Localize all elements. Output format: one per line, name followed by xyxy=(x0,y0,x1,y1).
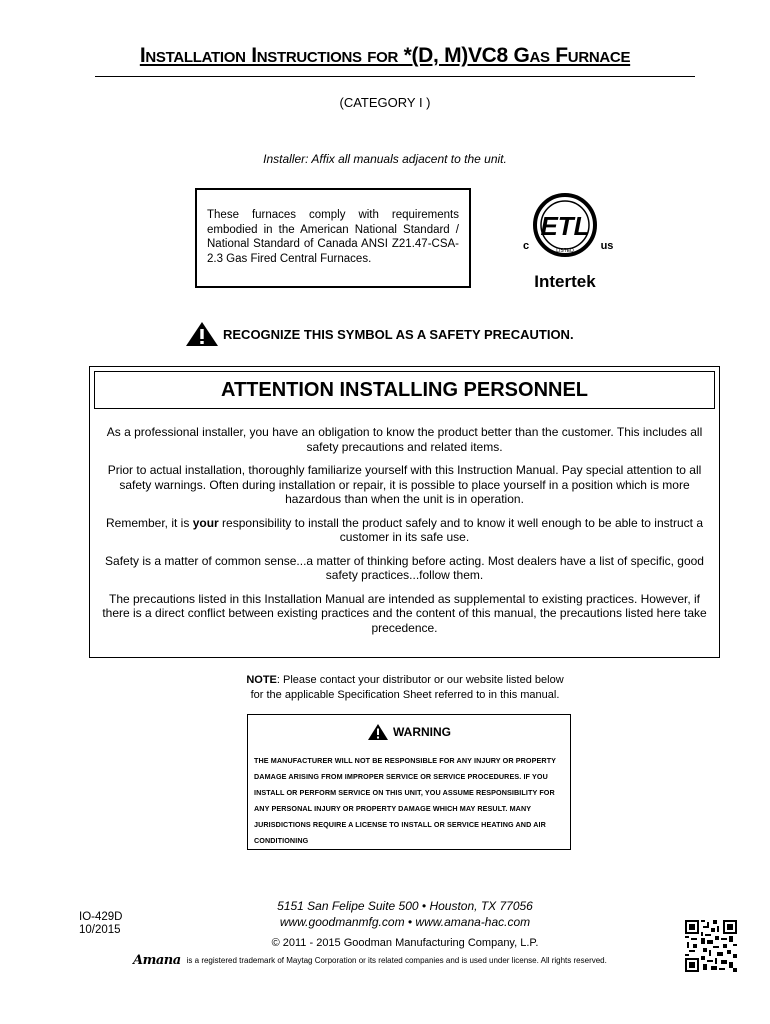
amana-logo: Amana xyxy=(133,953,181,968)
document-number: IO-429D xyxy=(79,911,123,923)
trademark-line xyxy=(133,953,607,968)
document-title: Installation Instructions for *(D, M)VC8 Gas Furnace xyxy=(139,44,631,67)
compliance-box xyxy=(195,188,471,288)
attention-paragraph-3: Remember, it is your responsibility to install the product safely and to know it well enough to be able to instruct a customer in its safe use. xyxy=(105,515,703,544)
etl-us-letters: us xyxy=(600,240,614,252)
compliance-text: These furnaces comply with requirements embodied in the American National Standard / National Standard of Canada ANSI Z21.47-CSA-2.3 Gas Fired Central Furnaces. xyxy=(207,209,459,265)
attention-box xyxy=(89,366,720,658)
attention-title: ATTENTION INSTALLING PERSONNEL xyxy=(94,371,715,409)
copyright-notice: © 2011 - 2015 Goodman Manufacturing Company, L.P. xyxy=(271,937,539,949)
qr-code-icon xyxy=(685,920,737,972)
etl-certification-mark xyxy=(515,183,615,293)
attention-paragraph-1: As a professional installer, you have an obligation to know the product better than the customer. This includes all safety precautions and related items. xyxy=(106,425,703,454)
warning-text: THE MANUFACTURER WILL NOT BE RESPONSIBLE FOR ANY INJURY OR PROPERTY DAMAGE ARISING FROM IMPROPER SERVICE OR SERVICE PROCEDURES. IF YOU INSTALL OR PERFORM SERVICE ON THIS UNIT, YOU ASSUME RESPONSIBILITY FOR ANY PERSONAL INJURY OR PROPERTY DAMAGE WHICH MAY RESULT. MANY JURISDICTIONS REQUIRE A LICENSE TO INSTALL OR SERVICE HEATING AND AIR CONDITIONING xyxy=(254,756,556,845)
warning-triangle-icon xyxy=(185,321,219,347)
company-address xyxy=(0,898,770,930)
attention-paragraph-5: The precautions listed in this Installation Manual are intended as supplemental to existing practices. However, if there is a direct conflict between existing practices and the content of this manual, the precautions listed here take precedence. xyxy=(102,591,707,635)
etl-c-letter: c xyxy=(522,240,530,252)
safety-banner-text: RECOGNIZE THIS SYMBOL AS A SAFETY PRECAUTION. xyxy=(223,326,574,342)
etl-mark-text: ETL xyxy=(540,211,590,241)
emphasis-your: your xyxy=(192,515,219,530)
note-line-1: : Please contact your distributor or our website listed below xyxy=(276,674,564,686)
warning-header xyxy=(248,723,570,741)
trademark-text: is a registered trademark of Maytag Corporation or its related companies and is used under license. All rights reserved. xyxy=(186,956,607,965)
note-line-2: for the applicable Specification Sheet referred to in this manual. xyxy=(250,689,560,701)
attention-paragraph-4: Safety is a matter of common sense...a matter of thinking before acting. Most dealers have a list of specific, good safety practices...follow them. xyxy=(105,553,704,582)
title-rule xyxy=(95,76,695,77)
intertek-logo: Intertek xyxy=(534,272,596,291)
note-block xyxy=(0,673,770,703)
website-links: www.goodmanmfg.com • www.amana-hac.com xyxy=(279,915,531,929)
address-line: 5151 San Felipe Suite 500 • Houston, TX 77056 xyxy=(277,899,533,913)
safety-banner xyxy=(185,321,574,347)
attention-paragraph-2: Prior to actual installation, thoroughly familiarize yourself with this Instruction Manual. Pay special attention to all safety warnings. Often during installation or repair, it is possible to place yourself in a position which is more hazardous than when the unit is in operation. xyxy=(107,463,702,506)
category-label: (CATEGORY I ) xyxy=(339,95,431,110)
note-label: NOTE xyxy=(246,674,277,686)
etl-ring-text: LISTED xyxy=(556,248,574,254)
attention-body xyxy=(94,425,715,644)
warning-title: WARNING xyxy=(393,725,451,739)
document-date: 10/2015 xyxy=(79,924,121,936)
warning-box xyxy=(247,714,571,850)
warning-icon xyxy=(367,723,389,741)
installer-note: Installer: Affix all manuals adjacent to the unit. xyxy=(263,152,507,166)
